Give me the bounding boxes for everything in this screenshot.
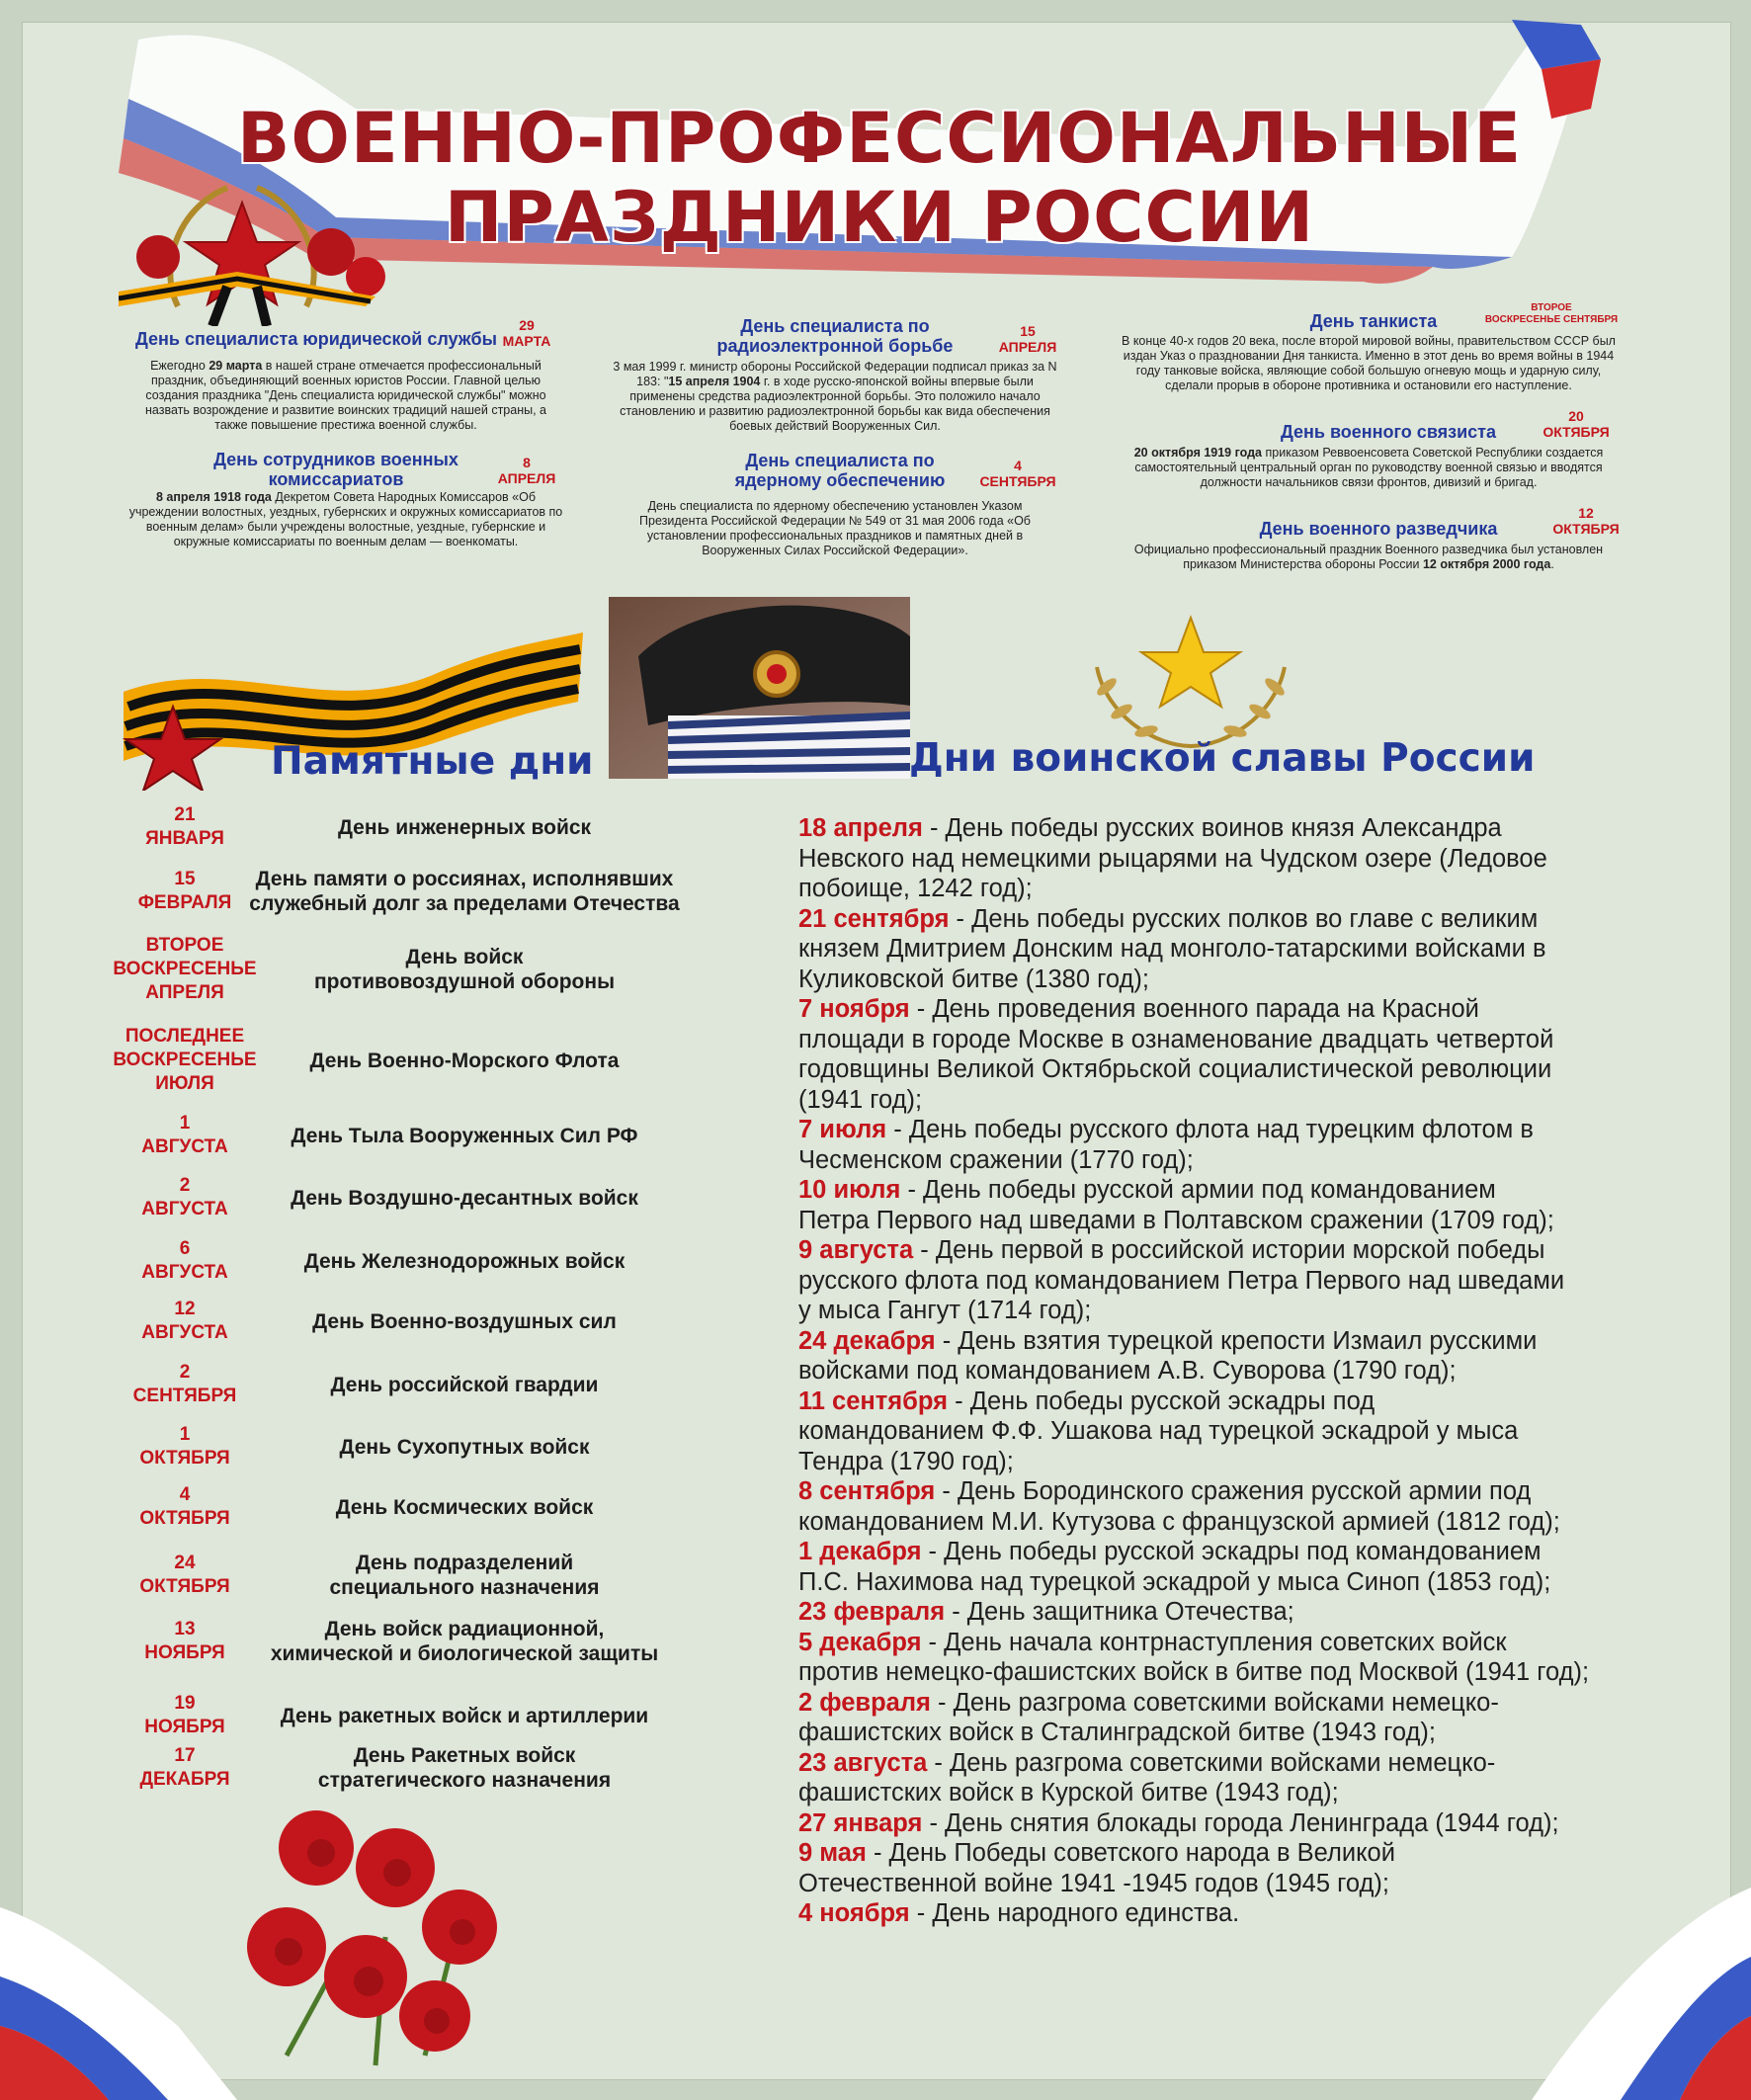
holiday-date xyxy=(1477,302,1626,326)
memorial-day-name-line: День Ракетных войск xyxy=(353,1744,576,1767)
holiday-date-bottom: ОКТЯБРЯ xyxy=(1543,424,1610,440)
glory-day-date: 5 декабря xyxy=(798,1628,922,1656)
memorial-day-date-line: 15 xyxy=(174,869,196,889)
holiday-date xyxy=(1527,408,1626,440)
holiday-text-post: приказом Реввоенсовета Советской Республики создается самостоятельный центральный орган по руководству военной связью и вводятся должности начальников связи фронтов, дивизий и бригад. xyxy=(1134,446,1604,489)
memorial-day-date-line: АПРЕЛЯ xyxy=(145,982,224,1003)
memorial-day-name-line: День Космических войск xyxy=(335,1495,594,1519)
holiday-date-bottom: СЕНТЯБРЯ xyxy=(979,473,1056,489)
glory-day-text-line: Куликовской битве (1380 год); xyxy=(798,965,1149,993)
memorial-day-date-line: 1 xyxy=(179,1424,191,1445)
memorial-day-date-line: АВГУСТА xyxy=(141,1322,228,1343)
glory-day-text-line: Тендра (1790 год); xyxy=(798,1447,1014,1475)
glory-day-text-line: войсками под командованием А.В. Суворова (1790 год); xyxy=(798,1357,1457,1385)
holiday-title: День сотрудников военных комиссариатов xyxy=(213,450,459,489)
memorial-days-heading: Памятные дни xyxy=(271,739,594,784)
glory-day-text-line: побоище, 1242 год); xyxy=(798,875,1033,902)
holiday-text-post: . xyxy=(1550,557,1554,571)
glory-day-text-line: командованием Ф.Ф. Ушакова над турецкой эскадрой у мыса xyxy=(798,1417,1519,1445)
holiday-text-post: Декретом Совета Народных Комиссаров «Об учреждении волостных, уездных, губернских и окружных комиссариатов по военным делам» были учреждены волостные, уездные, губернские и окружные комиссариаты по военным делам — военкоматы. xyxy=(128,490,563,548)
holiday-text-post: в нашей стране отмечается профессиональный праздник, объединяющий военных юристов России. Главной целью создания праздника "День специалиста юридической службы" можно назвать возрождение и развитие воинских традиций нашей страны, а также повышение престижа военной службы. xyxy=(145,359,546,432)
glory-day-text-line: Отечественной войне 1941 -1945 годов (1945 год); xyxy=(798,1869,1389,1897)
holiday-title: День специалиста по радиоэлектронной борьбе xyxy=(716,316,954,356)
memorial-day-date-line: 21 xyxy=(174,804,196,825)
memorial-day-date-line: НОЯБРЯ xyxy=(144,1717,225,1737)
glory-day-date: 24 декабря xyxy=(798,1326,936,1355)
glory-day-text-line: русского флота под командованием Петра Первого над шведами xyxy=(798,1266,1565,1295)
glory-day-entry xyxy=(798,813,1668,904)
glory-day-entry xyxy=(798,1537,1668,1597)
memorial-day-name xyxy=(227,1373,702,1397)
holiday-date-bottom: АПРЕЛЯ xyxy=(998,339,1057,355)
glory-day-text-line: площади в городе Москве в ознаменование двадцать четвертой xyxy=(798,1025,1554,1053)
glory-day-text-line: годовщины Великой Октябрьской социалистической революции xyxy=(798,1055,1552,1083)
memorial-day-date-line: 2 xyxy=(179,1362,191,1383)
memorial-day-name-line: химической и биологической защиты xyxy=(270,1642,659,1665)
red-carnations-graphic xyxy=(227,1799,543,2085)
holiday-date xyxy=(492,317,561,349)
holiday-date xyxy=(492,455,561,486)
glory-day-date: 7 июля xyxy=(798,1116,887,1143)
glory-day-text-line: - День проведения военного парада на Красной xyxy=(909,995,1479,1023)
holiday-title: День танкиста xyxy=(1309,311,1438,331)
flag-corner-bottom-left xyxy=(0,1868,257,2100)
holiday-text xyxy=(1117,334,1621,393)
gold-star-laurel xyxy=(1067,608,1314,756)
memorial-day-date-line: АВГУСТА xyxy=(141,1262,228,1283)
glory-day-text-line: - День начала контрнаступления советских войск xyxy=(921,1628,1507,1656)
memorial-day-date-line: 17 xyxy=(174,1745,196,1766)
holiday-title: День специалиста юридической службы xyxy=(134,329,498,349)
memorial-day-name-line: День войск радиационной, xyxy=(324,1618,605,1640)
glory-day-text-line: - День взятия турецкой крепости Измаил русскими xyxy=(935,1326,1538,1355)
glory-day-text-line: - День защитника Отечества; xyxy=(945,1598,1294,1626)
memorial-day-name xyxy=(227,945,702,994)
holiday-date-top: 8 xyxy=(523,455,531,470)
glory-day-date: 9 мая xyxy=(798,1839,867,1867)
holiday-date-top: 29 xyxy=(519,317,535,333)
holiday-date-bottom: ОКТЯБРЯ xyxy=(1552,521,1620,537)
glory-day-entry xyxy=(798,1688,1668,1748)
memorial-day-name-line: День Сухопутных войск xyxy=(339,1435,590,1459)
holiday-text xyxy=(613,360,1057,434)
memorial-day-date-line: ИЮЛЯ xyxy=(155,1073,214,1094)
memorial-day-name-line: День памяти о россиянах, исполнявших xyxy=(255,868,674,890)
memorial-day-name xyxy=(227,815,702,840)
memorial-day-date-line: ЯНВАРЯ xyxy=(145,828,224,849)
holiday-date xyxy=(988,323,1067,355)
glory-day-text-line: против немецко-фашистских войск в битве под Москвой (1941 год); xyxy=(798,1658,1590,1686)
glory-day-date: 23 февраля xyxy=(798,1598,946,1626)
glory-day-date: 27 января xyxy=(798,1808,923,1837)
glory-day-text-line: Петра Первого над шведами в Полтавском сражении (1709 год); xyxy=(798,1206,1554,1234)
memorial-day-name-line: специального назначения xyxy=(329,1576,600,1599)
holiday-date xyxy=(1546,505,1626,537)
glory-day-text-line: фашистских войск в Курской битве (1943 год); xyxy=(798,1779,1339,1806)
memorial-day-name-line: День инженерных войск xyxy=(337,815,592,839)
memorial-day-date-line: 6 xyxy=(179,1238,191,1259)
memorial-day-date-line: ВТОРОЕ xyxy=(145,935,224,956)
holiday-date-top: 20 xyxy=(1568,408,1584,424)
glory-day-entry xyxy=(798,1115,1668,1175)
memorial-day-date-line: ПОСЛЕДНЕЕ xyxy=(125,1026,245,1047)
holiday-text-pre: День специалиста по ядерному обеспечению установлен Указом Президента Российской Федерации № 549 от 31 мая 2006 года «Об установлении профессиональных праздников и памятных дней в Вооруженных Силах Российской Федерации». xyxy=(639,499,1031,557)
holiday-date xyxy=(973,458,1062,489)
memorial-day-name-line: противовоздушной обороны xyxy=(313,970,616,993)
glory-day-entry xyxy=(798,994,1668,1115)
glory-day-text-line: - День народного единства. xyxy=(909,1899,1240,1927)
holiday-title: День военного разведчика xyxy=(1259,519,1498,539)
glory-day-entry xyxy=(798,1326,1668,1386)
holiday-title: День специалиста по ядерному обеспечению xyxy=(734,451,946,490)
glory-day-text-line: - День победы русских воинов князя Александра xyxy=(922,814,1502,842)
memorial-day-name xyxy=(227,1495,702,1520)
glory-day-text-line: - День победы русской эскадры под xyxy=(948,1386,1376,1415)
holiday-text-bold: 15 апреля 1904 xyxy=(668,375,761,388)
glory-day-date: 18 апреля xyxy=(798,814,923,842)
glory-day-text-line: - День разгрома советскими войсками немецко- xyxy=(930,1688,1499,1717)
glory-day-date: 9 августа xyxy=(798,1236,914,1264)
glory-day-text-line: - День Победы советского народа в Великой xyxy=(866,1839,1395,1867)
memorial-day-name xyxy=(227,1704,702,1728)
memorial-day-date-line: 12 xyxy=(174,1299,196,1319)
memorial-day-name-line: День Воздушно-десантных войск xyxy=(291,1186,638,1210)
memorial-day-date-line: 19 xyxy=(174,1693,196,1714)
memorial-day-date-line: ВОСКРЕСЕНЬЕ xyxy=(113,1050,257,1070)
holiday-date-top: ВТОРОЕ xyxy=(1531,302,1572,313)
glory-day-date: 1 декабря xyxy=(798,1538,922,1565)
memorial-day-name xyxy=(227,1743,702,1793)
memorial-day-date-line: ВОСКРЕСЕНЬЕ xyxy=(113,959,257,979)
holiday-text-bold: 12 октября 2000 года xyxy=(1422,557,1551,571)
glory-day-text-line: - День первой в российской истории морской победы xyxy=(913,1236,1545,1264)
glory-day-text-line: командованием М.И. Кутузова с французской армией (1812 год); xyxy=(798,1507,1560,1536)
glory-day-text-line: - День победы русской армии под командованием xyxy=(900,1176,1496,1204)
memorial-day-name-line: стратегического назначения xyxy=(317,1769,612,1792)
memorial-day-date-line: ДЕКАБРЯ xyxy=(139,1769,230,1790)
memorial-day-name-line: День Военно-воздушных сил xyxy=(312,1309,617,1333)
glory-day-date: 4 ноября xyxy=(798,1899,910,1927)
memorial-day-date-line: ОКТЯБРЯ xyxy=(139,1576,230,1597)
memorial-day-date-line: ФЕВРАЛЯ xyxy=(137,892,232,913)
holiday-text-post: г. в ходе русско-японской войны впервые были применены средства радиоэлектронной борьбы. Это положило начало становлению и развитию радиоэлектронной борьбы как вида обеспечения боевых действий Вооруженных Сил. xyxy=(620,375,1050,433)
glory-day-entry xyxy=(798,1808,1668,1839)
memorial-day-date-line: 4 xyxy=(179,1484,191,1505)
page-title xyxy=(227,99,1532,257)
memorial-day-name xyxy=(227,1049,702,1073)
glory-day-date: 10 июля xyxy=(798,1176,901,1204)
holiday-text-pre: 3 мая 1999 г. министр обороны Российской Федерации подписал приказ за N 183: " xyxy=(613,360,1057,388)
memorial-day-name xyxy=(227,1124,702,1148)
holiday-text-pre: Ежегодно xyxy=(150,359,209,373)
glory-day-text-line: - День Бородинского сражения русской армии под xyxy=(935,1477,1532,1505)
glory-day-text-line: - День снятия блокады города Ленинграда (1944 год); xyxy=(922,1808,1559,1837)
memorial-day-name-line: День российской гвардии xyxy=(330,1373,599,1396)
memorial-day-name xyxy=(227,1551,702,1600)
holiday-date-bottom: ВОСКРЕСЕНЬЕ СЕНТЯБРЯ xyxy=(1484,314,1619,325)
holiday-text-bold: 20 октября 1919 года xyxy=(1133,446,1263,460)
glory-days-heading: Дни воинской славы России xyxy=(909,736,1536,781)
glory-day-entry xyxy=(798,1386,1668,1477)
glory-day-date: 2 февраля xyxy=(798,1688,931,1717)
glory-day-date: 11 сентября xyxy=(798,1386,949,1415)
memorial-day-name-line: День Военно-Морского Флота xyxy=(309,1049,620,1072)
glory-day-date: 7 ноября xyxy=(798,995,910,1023)
memorial-day-date-line: 1 xyxy=(179,1113,191,1134)
memorial-day-name xyxy=(227,1186,702,1211)
sailor-cap-photo xyxy=(609,597,910,779)
memorial-day-name-line: День войск xyxy=(405,946,524,968)
holiday-text xyxy=(128,359,563,433)
holiday-date-top: 4 xyxy=(1014,458,1022,473)
holiday-text xyxy=(1117,543,1621,572)
glory-day-entry xyxy=(798,1597,1668,1628)
glory-day-text-line: (1941 год); xyxy=(798,1085,923,1114)
glory-day-text-line: Чесменском сражении (1770 год); xyxy=(798,1145,1194,1174)
glory-day-text-line: князем Дмитрием Донским над монголо-татарскими войсками в xyxy=(798,935,1546,963)
memorial-day-name-line: День подразделений xyxy=(355,1552,574,1574)
glory-day-entry xyxy=(798,1476,1668,1537)
memorial-day-date-line: АВГУСТА xyxy=(141,1199,228,1219)
glory-day-text-line: - День победы русских полков во главе с великим xyxy=(949,904,1539,933)
holiday-date-top: 15 xyxy=(1020,323,1036,339)
memorial-day-date-line: 24 xyxy=(174,1553,196,1573)
glory-day-text-line: - День разгрома советскими войсками немецко- xyxy=(927,1748,1496,1777)
memorial-day-name-line: служебный долг за пределами Отечества xyxy=(249,892,680,915)
glory-day-text-line: фашистских войск в Сталинградской битве (1943 год); xyxy=(798,1719,1436,1746)
glory-day-text-line: - День победы русского флота над турецким флотом в xyxy=(886,1116,1534,1143)
glory-day-date: 23 августа xyxy=(798,1748,928,1777)
holiday-text xyxy=(613,499,1057,558)
memorial-day-date-line: СЕНТЯБРЯ xyxy=(132,1386,237,1406)
glory-day-entry xyxy=(798,1748,1668,1808)
memorial-day-date-line: ОКТЯБРЯ xyxy=(139,1508,230,1529)
holiday-text xyxy=(128,490,563,549)
memorial-day-name-line: День ракетных войск и артиллерии xyxy=(280,1704,649,1727)
memorial-day-name-line: День Тыла Вооруженных Сил РФ xyxy=(291,1124,638,1147)
glory-day-text-line: у мыса Гангут (1714 год); xyxy=(798,1297,1092,1324)
glory-day-text-line: - День победы русской эскадры под командованием xyxy=(921,1538,1542,1565)
memorial-day-date-line: 13 xyxy=(174,1619,196,1639)
memorial-day-name-line: День Железнодорожных войск xyxy=(303,1249,625,1273)
memorial-day-name xyxy=(227,1249,702,1274)
holiday-date-bottom: АПРЕЛЯ xyxy=(497,470,556,486)
glory-day-entry xyxy=(798,1235,1668,1326)
page-title-line1: ВОЕННО-ПРОФЕССИОНАЛЬНЫЕ xyxy=(236,98,1523,179)
holiday-text-bold: 8 апреля 1918 года xyxy=(155,490,272,504)
memorial-day-name xyxy=(227,1435,702,1460)
glory-days-list xyxy=(798,813,1668,1929)
glory-day-date: 21 сентября xyxy=(798,904,950,933)
glory-day-text-line: П.С. Нахимова над турецкой эскадрой у мыса Синоп (1853 год); xyxy=(798,1567,1551,1596)
memorial-day-name xyxy=(227,867,702,916)
page-title-line2: ПРАЗДНИКИ РОССИИ xyxy=(444,177,1315,258)
glory-day-text-line: Невского над немецкими рыцарями на Чудском озере (Ледовое xyxy=(798,844,1547,873)
glory-day-entry xyxy=(798,1628,1668,1688)
memorial-day-date-line: НОЯБРЯ xyxy=(144,1642,225,1663)
holiday-text-pre: Официально профессиональный праздник Военного разведчика был установлен приказом Министерства обороны России xyxy=(1133,543,1604,571)
memorial-day-name xyxy=(227,1309,702,1334)
memorial-day-name xyxy=(227,1617,702,1666)
glory-day-date: 8 сентября xyxy=(798,1477,936,1505)
holiday-text xyxy=(1117,446,1621,490)
memorial-day-date-line: АВГУСТА xyxy=(141,1136,228,1157)
holiday-date-bottom: МАРТА xyxy=(502,333,551,349)
glory-day-entry xyxy=(798,904,1668,995)
memorial-day-date-line: 2 xyxy=(179,1175,191,1196)
holiday-text-pre: В конце 40-х годов 20 века, после второй мировой войны, правительством СССР был издан Указ о праздновании Дня танкиста. Именно в этот день во время войны в 1944 году танковые войска, являющие собой большую огневую мощь и ударную силу, сделали прорыв в обороне противника и остановили его наступление. xyxy=(1122,334,1616,392)
glory-day-entry xyxy=(798,1175,1668,1235)
holiday-date-top: 12 xyxy=(1578,505,1594,521)
holiday-text-bold: 29 марта xyxy=(208,359,263,373)
flag-corner-bottom-right xyxy=(1383,1848,1751,2100)
holiday-title: День военного связиста xyxy=(1280,422,1496,442)
memorial-day-date-line: ОКТЯБРЯ xyxy=(139,1448,230,1469)
